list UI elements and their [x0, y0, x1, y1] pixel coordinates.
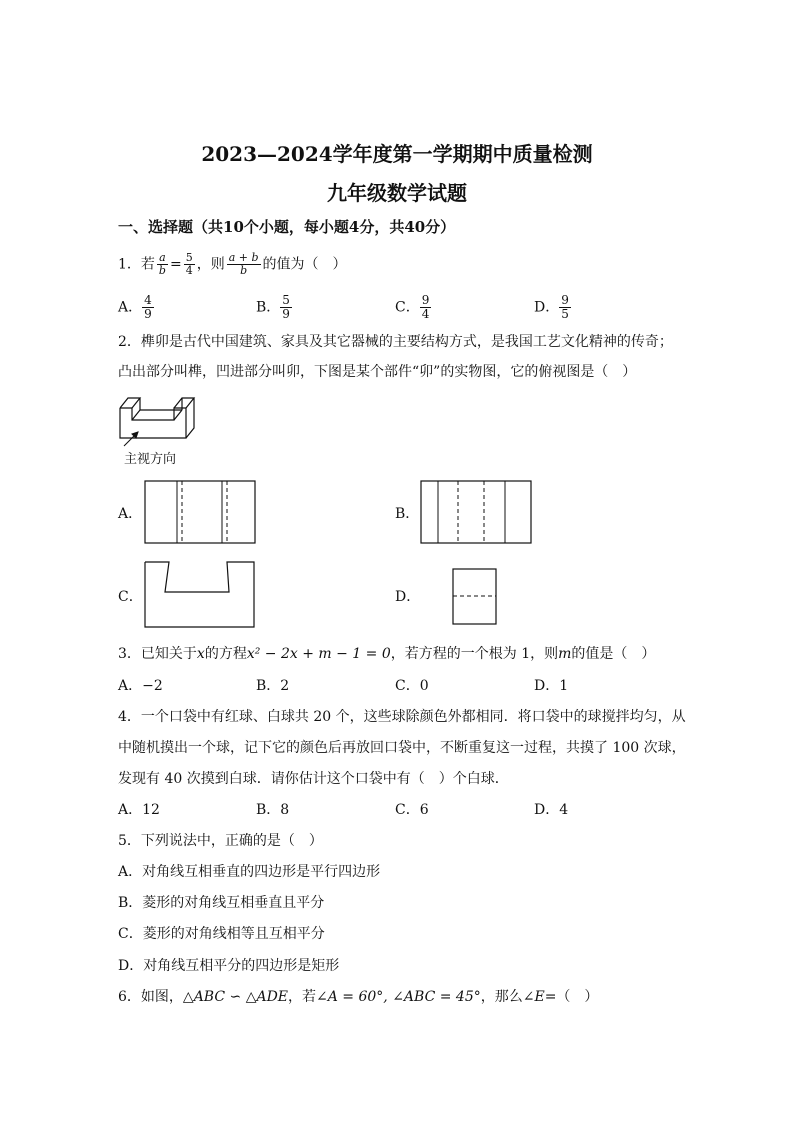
q1-mid: ，则	[196, 256, 225, 273]
question-1	[118, 252, 347, 277]
q3-option-c: C．0	[395, 678, 429, 694]
section-heading: 一、选择题（共10个小题，每小题4分，共40分）	[118, 218, 456, 236]
exam-title: 2023—2024学年度第一学期期中质量检测	[201, 142, 593, 166]
q2-option-b-label: B．	[395, 506, 420, 522]
q1-option-d: D． $\frac{9}{5}$	[534, 293, 569, 321]
q1-option-b: B． $\frac{5}{9}$	[256, 293, 290, 321]
q5-option-c: C．菱形的对角线相等且互相平分	[118, 926, 325, 942]
q3-option-a: A．−2	[118, 678, 163, 694]
fraction-5-over-4: $\frac{5}{4}$	[185, 251, 193, 277]
similar-triangles: △ABC ∽ △ADE	[182, 989, 289, 1005]
fraction-a-over-b: $\frac{a}{b}$	[158, 251, 166, 277]
var-m: m	[558, 646, 572, 662]
q2-option-d-figure	[452, 568, 498, 626]
q3-option-d: D．1	[534, 678, 569, 694]
q2-option-a-figure	[144, 480, 258, 546]
q2-option-b-figure	[420, 480, 534, 546]
q1-equals: =	[169, 256, 182, 273]
question-3: 3．已知关于x的方程x² − 2x + m − 1 = 0，若方程的一个根为 1，则m的值是（ ）	[118, 646, 656, 662]
q4-option-b: B．8	[256, 802, 290, 818]
q2-stem-line2: 凸出部分叫榫，凹进部分叫卯，下图是某个部件“卯”的实物图，它的俯视图是（ ）	[118, 364, 637, 380]
q1-option-c: C． $\frac{9}{4}$	[395, 293, 430, 321]
equation: x² − 2x + m − 1 = 0	[246, 646, 391, 662]
mortise-3d-figure	[116, 390, 208, 448]
q4-option-d: D．4	[534, 802, 569, 818]
q2-option-d-label: D．	[395, 589, 421, 605]
fraction-a-plus-b-over-b: $\frac{a + b}{b}$	[228, 251, 259, 277]
q5-option-a: A．对角线互相垂直的四边形是平行四边形	[118, 864, 381, 880]
q5-option-b: B．菱形的对角线互相垂直且平分	[118, 895, 325, 911]
q1-tail: 的值为（ ）	[262, 256, 347, 273]
target-angle: ∠E	[522, 989, 545, 1005]
q2-option-a-label: A．	[118, 506, 143, 522]
question-6: 6．如图，△ABC ∽ △ADE，若∠A = 60°, ∠ABC = 45°，那么∠E=（ ）	[118, 989, 599, 1005]
given-angles: ∠A = 60°, ∠ABC = 45°	[316, 989, 481, 1005]
q1-option-a: A． $\frac{4}{9}$	[118, 293, 152, 321]
exam-subtitle: 九年级数学试题	[327, 181, 467, 205]
view-direction-caption: 主视方向	[124, 452, 177, 467]
q4-option-c: C．6	[395, 802, 429, 818]
q4-stem-line2: 中随机摸出一个球，记下它的颜色后再放回口袋中，不断重复这一过程，共摸了 100 次球，	[118, 740, 686, 756]
q2-option-c-figure	[144, 560, 258, 630]
q2-option-c-label: C．	[118, 589, 143, 605]
q5-option-d: D．对角线互相平分的四边形是矩形	[118, 958, 340, 974]
q5-stem: 5．下列说法中，正确的是（ ）	[118, 833, 323, 849]
q3-option-b: B．2	[256, 678, 290, 694]
q4-stem-line3: 发现有 40 次摸到白球．请你估计这个口袋中有（ ）个白球．	[118, 771, 509, 787]
q1-number: 1．若	[118, 256, 155, 273]
var-x: x	[196, 646, 205, 662]
q4-stem-line1: 4．一个口袋中有红球、白球共 20 个，这些球除颜色外都相同．将口袋中的球搅拌均匀，从	[118, 709, 686, 725]
q2-stem-line1: 2．榫卯是古代中国建筑、家具及其它器械的主要结构方式，是我国工艺文化精神的传奇；	[118, 334, 673, 350]
q4-option-a: A．12	[118, 802, 160, 818]
